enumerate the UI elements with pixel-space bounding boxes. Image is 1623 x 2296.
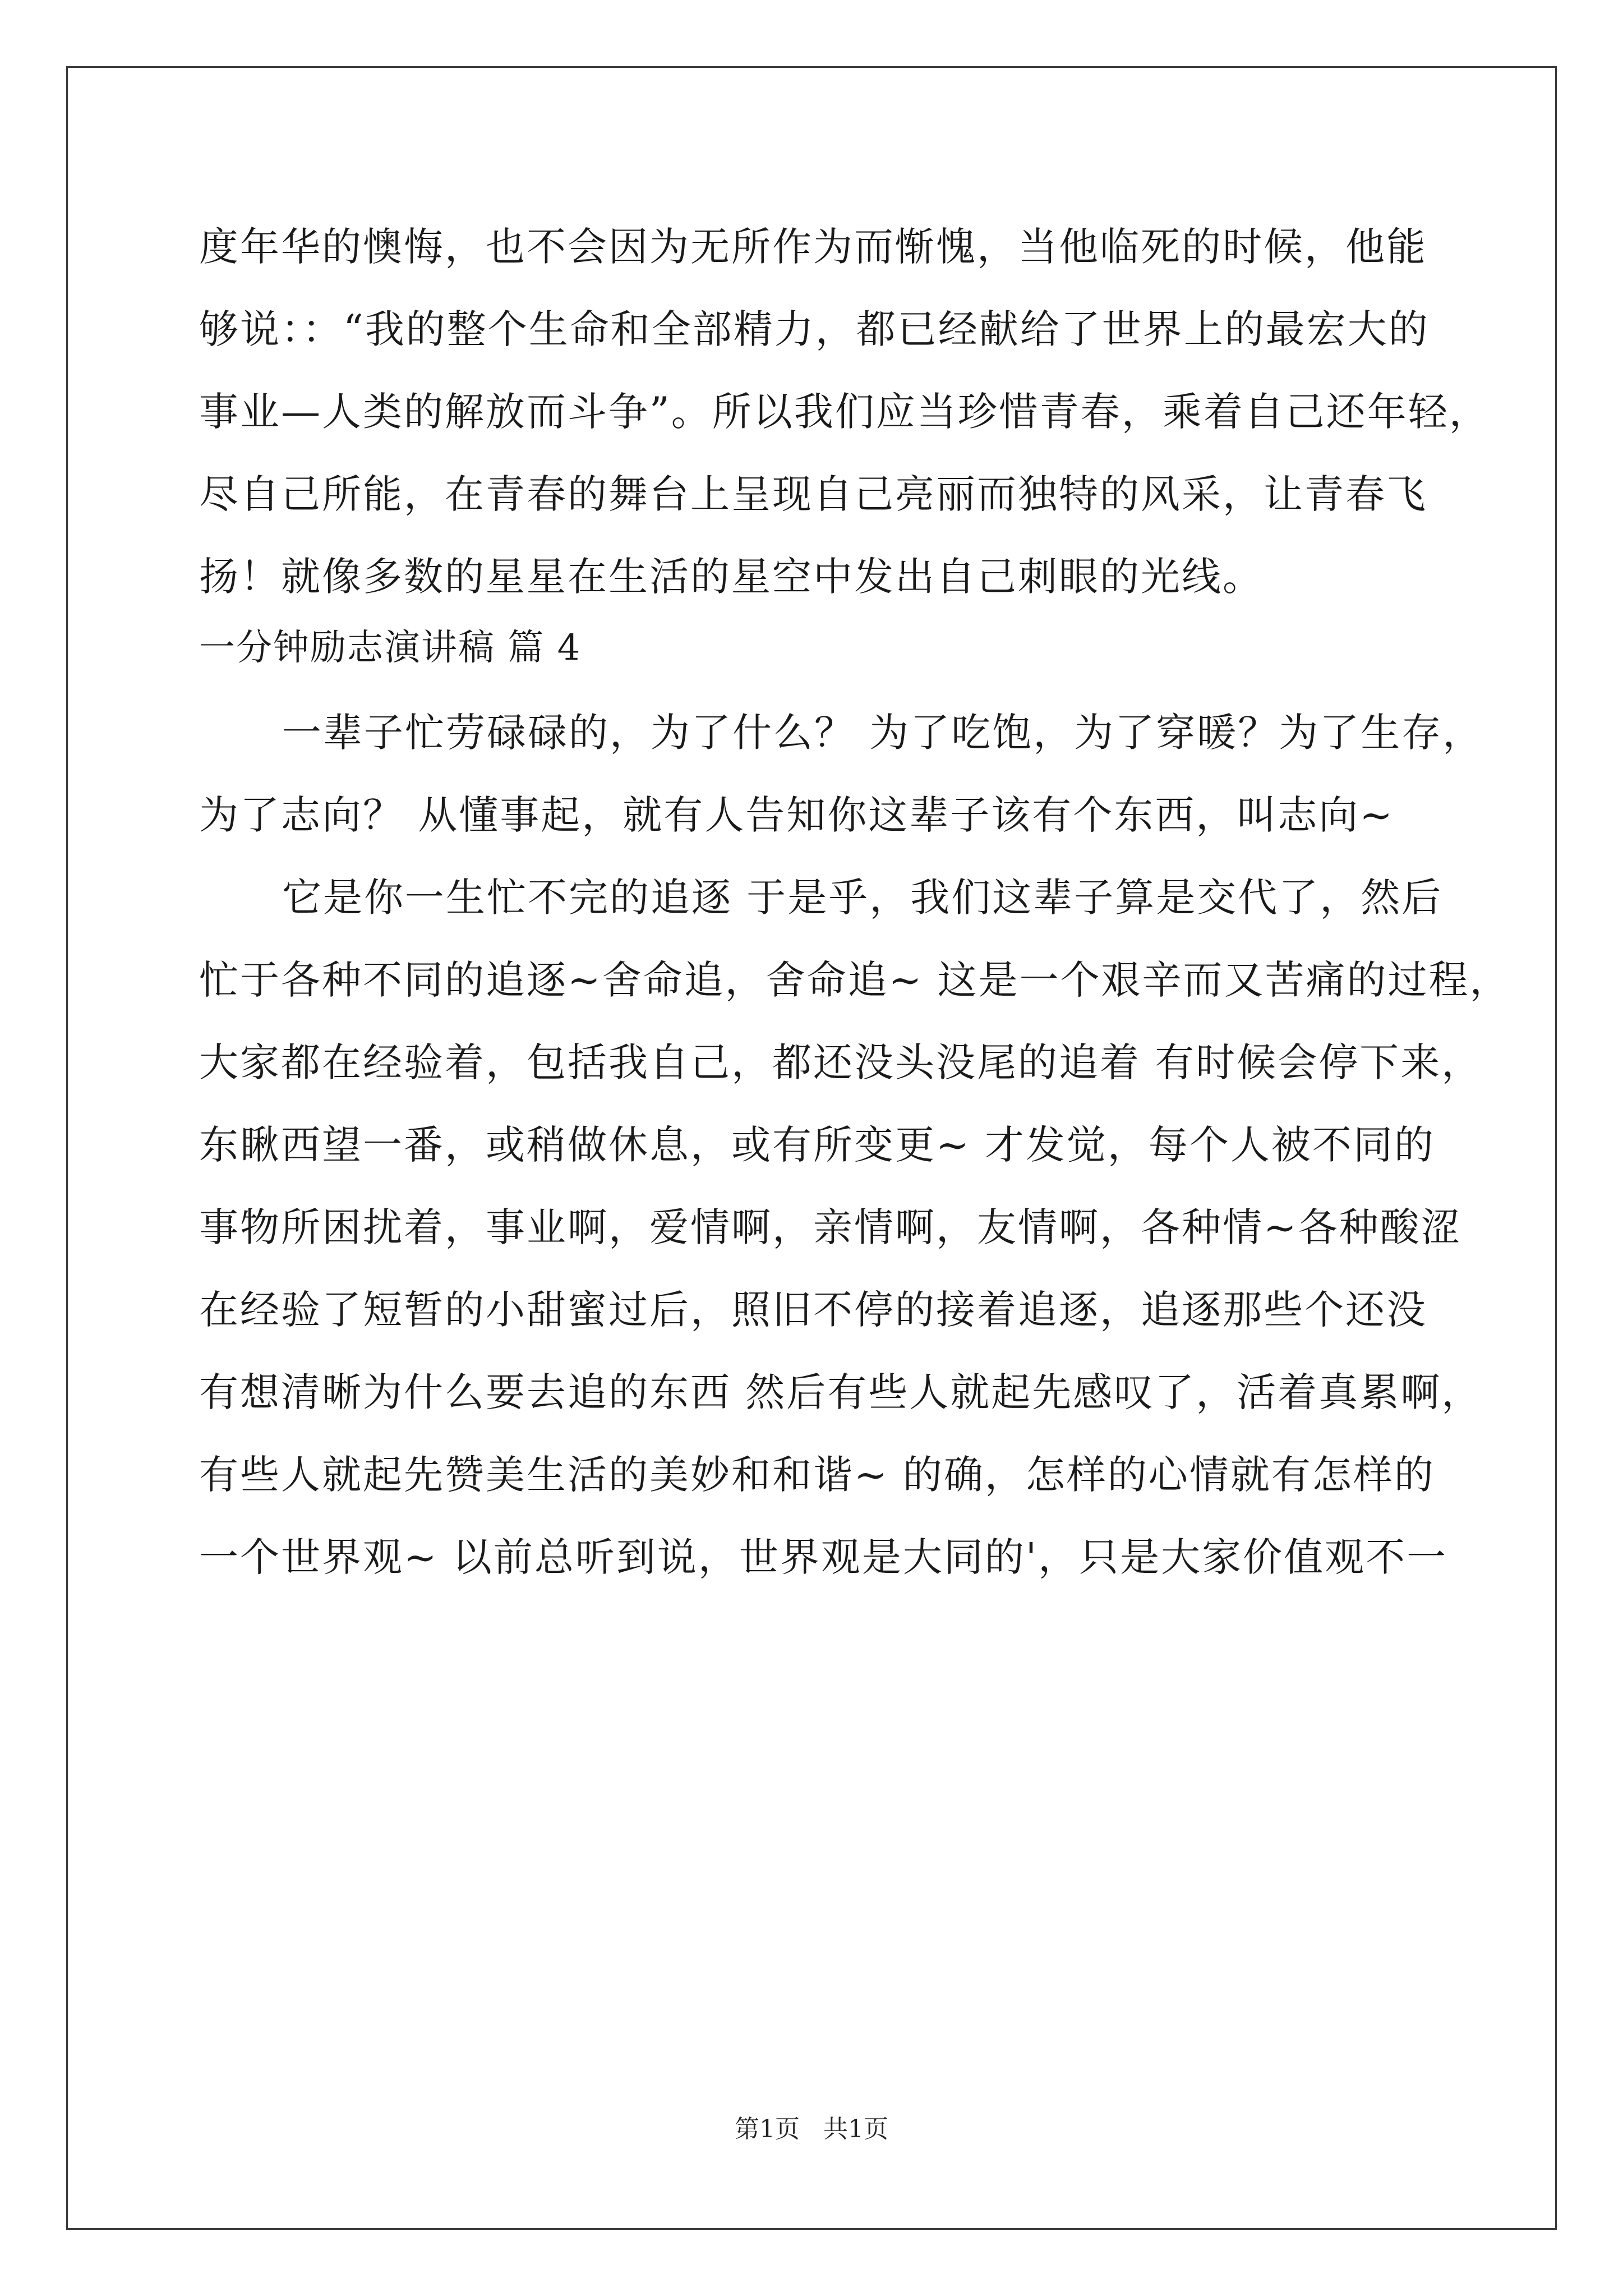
text-line: 它是你一生忙不完的追逐 于是乎，我们这辈子算是交代了，然后 bbox=[282, 875, 1443, 921]
text-line: 有些人就起先赞美生活的美妙和和谐~ 的确，怎样的心情就有怎样的 bbox=[199, 1452, 1435, 1498]
text-line: 忙于各种不同的追逐~舍命追，舍命追~ 这是一个艰辛而又苦痛的过程， bbox=[199, 957, 1511, 1003]
text-line: 事业—人类的解放而斗争”。所以我们应当珍惜青春，乘着自己还年轻， bbox=[199, 389, 1490, 435]
page-number: 第1页 bbox=[735, 2115, 800, 2143]
page-footer bbox=[0, 2113, 1623, 2146]
text-line: 一辈子忙劳碌碌的，为了什么？ 为了吃饱，为了穿暖？为了生存， bbox=[282, 710, 1484, 756]
text-line: 事物所困扰着，事业啊，爱情啊，亲情啊，友情啊，各种情~各种酸涩 bbox=[199, 1204, 1462, 1250]
text-line: 东瞅西望一番，或稍做休息，或有所变更~ 才发觉，每个人被不同的 bbox=[199, 1122, 1435, 1168]
section-heading: 一分钟励志演讲稿 篇 4 bbox=[199, 627, 582, 669]
text-line: 够说：：“我的整个生命和全部精力，都已经献给了世界上的最宏大的 bbox=[199, 306, 1430, 352]
text-line: 度年华的懊悔，也不会因为无所作为而惭愧，当他临死的时候，他能 bbox=[199, 224, 1427, 270]
text-line: 一个世界观~ 以前总听到说，世界观是大同的'，只是大家价值观不一 bbox=[199, 1534, 1448, 1580]
text-line: 有想清晰为什么要去追的东西 然后有些人就起先感叹了，活着真累啊， bbox=[199, 1369, 1483, 1415]
text-line: 尽自己所能，在青春的舞台上呈现自己亮丽而独特的风采，让青春飞 bbox=[199, 471, 1427, 517]
text-line: 在经验了短暂的小甜蜜过后，照旧不停的接着追逐，追逐那些个还没 bbox=[199, 1287, 1427, 1333]
text-line: 为了志向？ 从懂事起，就有人告知你这辈子该有个东西，叫志向~ bbox=[199, 792, 1394, 838]
page-total: 共1页 bbox=[823, 2115, 888, 2143]
text-line: 大家都在经验着，包括我自己，都还没头没尾的追着 有时候会停下来， bbox=[199, 1039, 1483, 1085]
text-line: 扬！就像多数的星星在生活的星空中发出自己刺眼的光线。 bbox=[199, 554, 1264, 600]
